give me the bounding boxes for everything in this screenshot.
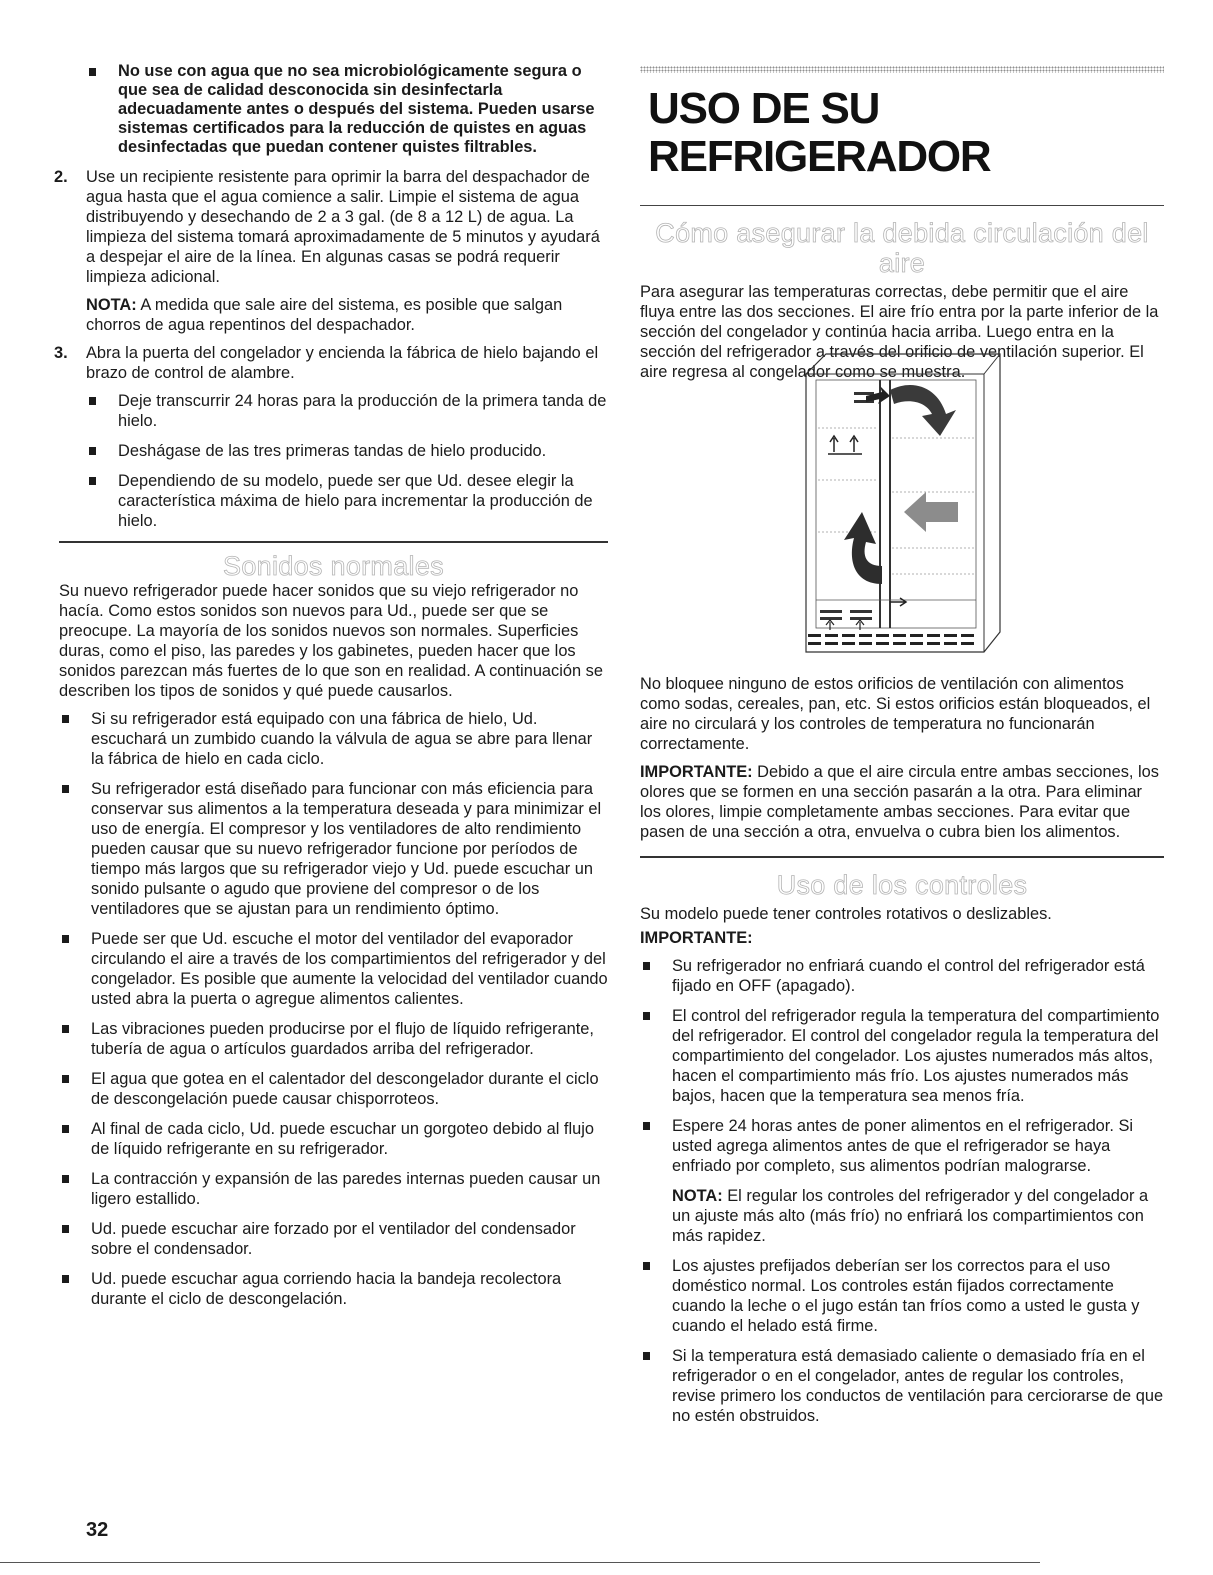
list-item: Puede ser que Ud. escuche el motor del ventilador del evaporador circulando el aire a través de los compartimientos del refrigerador y del congelador. Es posible que aumente la velocidad del ventilador cuando usted abra la puerta o agregue alimentos calientes. bbox=[59, 929, 608, 1009]
vent-block-warning: No bloquee ninguno de estos orificios de ventilación con alimentos como sodas, cereales, pan, etc. Si estos orificios están bloqueados, el aire no circulará y los controles de temperatura no funcionarán correctamente. bbox=[640, 675, 1151, 753]
note-label: NOTA: bbox=[672, 1187, 723, 1205]
step-2 bbox=[54, 167, 608, 335]
section-divider bbox=[640, 856, 1164, 858]
controls-note bbox=[640, 1186, 1164, 1246]
important-label: IMPORTANTE: bbox=[640, 763, 753, 781]
left-column bbox=[54, 62, 608, 1319]
step-2-text: Use un recipiente resistente para oprimir la barra del despachador de agua hasta que el agua comience a salir. Limpie el sistema de agua distribuyendo y desechando de 2 a 3 gal. (de 8 a 12 L) de agua. La limpieza del sistema tomará aproximadamente de 5 minutos y ayudará a despejar el aire de la línea. En algunas casas se podrá requerir limpieza adicional. bbox=[86, 168, 600, 286]
important-text: Debido a que el aire circula entre ambas secciones, los olores que se formen en una sección pasarán a la otra. Para eliminar los olores, limpie completamente ambas secciones. Para evitar que pasen de una sección a otra, envuelva o cubra bien los alimentos. bbox=[640, 763, 1159, 841]
page-title: USO DE SU REFRIGERADOR bbox=[648, 84, 991, 181]
section-divider bbox=[640, 205, 1164, 206]
step-3 bbox=[54, 343, 608, 531]
list-item: El control del refrigerador regula la temperatura del compartimiento del refrigerador. El control del congelador regula la temperatura del compartimiento del congelador. Los ajustes numerados más altos, hacen el compartimiento más frío. Los ajustes numerados más bajos, hacen que la temperatura sea menos fría. bbox=[640, 1006, 1164, 1106]
list-item: La contracción y expansión de las paredes internas pueden causar un ligero estallido. bbox=[59, 1169, 608, 1209]
list-item: Los ajustes prefijados deberían ser los correctos para el uso doméstico normal. Los controles están fijados correctamente cuando la leche o el jugo están tan fríos como a usted le gusta y cuando el helado está firme. bbox=[640, 1256, 1164, 1336]
note-label: NOTA: bbox=[86, 296, 137, 314]
sounds-heading: Sonidos normales bbox=[223, 551, 444, 581]
list-item: Al final de cada ciclo, Ud. puede escuchar un gorgoteo debido al flujo de líquido refrigerante en su refrigerador. bbox=[59, 1119, 608, 1159]
list-item: El agua que gotea en el calentador del descongelador durante el ciclo de descongelación puede causar chisporroteos. bbox=[59, 1069, 608, 1109]
list-item: Ud. puede escuchar agua corriendo hacia la bandeja recolectora durante el ciclo de descongelación. bbox=[59, 1269, 608, 1309]
list-item: Si la temperatura está demasiado caliente o demasiado fría en el refrigerador o en el congelador, antes de regular los controles, revise primero los conductos de ventilación para cerciorarse de que no estén obstruidos. bbox=[640, 1346, 1164, 1426]
air-circulation-diagram bbox=[804, 352, 1004, 662]
list-item: Ud. puede escuchar aire forzado por el ventilador del condensador sobre el condensador. bbox=[59, 1219, 608, 1259]
list-item: Deshágase de las tres primeras tandas de hielo producido. bbox=[86, 441, 608, 461]
list-item: Su refrigerador no enfriará cuando el control del refrigerador está fijado en OFF (apagado). bbox=[640, 956, 1164, 996]
list-item: Deje transcurrir 24 horas para la producción de la primera tanda de hielo. bbox=[86, 391, 608, 431]
list-item: Las vibraciones pueden producirse por el flujo de líquido refrigerante, tubería de agua o artículos guardados arriba del refrigerador. bbox=[59, 1019, 608, 1059]
step-3-text: Abra la puerta del congelador y encienda la fábrica de hielo bajando el brazo de control de alambre. bbox=[86, 344, 599, 382]
list-item: Su refrigerador está diseñado para funcionar con más eficiencia para conservar sus alimentos a la temperatura deseada y para minimizar el uso de energía. El compresor y los ventiladores de alto rendimiento pueden causar que su nuevo refrigerador funcione por períodos de tiempo más largos que su refrigerador viejo y Ud. puede escuchar un sonido pulsante o agudo que proviene del compresor o de los ventiladores que se ajustan para un rendimiento óptimo. bbox=[59, 779, 608, 919]
footer-rule bbox=[0, 1562, 1040, 1563]
odor-important bbox=[640, 762, 1164, 842]
right-column bbox=[640, 66, 1164, 390]
note-text: A medida que sale aire del sistema, es posible que salgan chorros de agua repentinos del despachador. bbox=[86, 296, 563, 334]
list-item: Si su refrigerador está equipado con una fábrica de hielo, Ud. escuchará un zumbido cuando la válvula de agua se abre para llenar la fábrica de hielo en cada ciclo. bbox=[59, 709, 608, 769]
water-safety-warning: No use con agua que no sea microbiológicamente segura o que sea de calidad desconocida sin desinfectarla adecuadamente antes o después del sistema. Pueden usarse sistemas certificados para la reducción de quistes en aguas desinfectadas que puedan contener quistes filtrables. bbox=[86, 62, 608, 157]
list-item: Dependiendo de su modelo, puede ser que Ud. desee elegir la característica máxima de hielo para incrementar la producción de hielo. bbox=[86, 471, 608, 531]
sounds-list bbox=[59, 709, 608, 1309]
right-column-lower bbox=[640, 674, 1164, 1436]
controls-important: IMPORTANTE: bbox=[640, 929, 753, 947]
section-divider bbox=[59, 541, 608, 543]
step-3-number: 3. bbox=[54, 344, 68, 362]
step-2-note bbox=[86, 295, 608, 335]
list-item: Espere 24 horas antes de poner alimentos en el refrigerador. Si usted agrega alimentos antes de que el refrigerador se haya enfriado por completo, sus alimentos podrían malograrse. bbox=[640, 1116, 1164, 1176]
air-circulation-heading: Cómo asegurar la debida circulación del aire bbox=[655, 218, 1149, 278]
note-text: El regular los controles del refrigerador y del congelador a un ajuste más alto (más frío) no enfriará los compartimientos con más rapidez. bbox=[672, 1187, 1149, 1245]
controls-heading: Uso de los controles bbox=[776, 870, 1028, 900]
sounds-intro: Su nuevo refrigerador puede hacer sonidos que su viejo refrigerador no hacía. Como estos sonidos son nuevos para Ud., puede ser que se preocupe. La mayoría de los sonidos nuevos son normales. Superficies duras, como el piso, las paredes y los gabinetes, pueden hacer que los sonidos parezcan más fuertes de lo que son en realidad. A continuación se describen los tipos de sonidos y qué puede causarlos. bbox=[59, 582, 603, 700]
title-dotted-band bbox=[640, 66, 1164, 73]
controls-intro: Su modelo puede tener controles rotativos o deslizables. bbox=[640, 905, 1052, 923]
step-2-number: 2. bbox=[54, 168, 68, 186]
page-number: 32 bbox=[86, 1519, 109, 1541]
air-intro: Para asegurar las temperaturas correctas, debe permitir que el aire fluya entre las dos secciones. El aire frío entra por la parte inferior de la sección del congelador y continúa hacia arriba. Luego entra en la sección del refrigerador a través del orificio de ventilación superior. El aire regresa al congelador como se muestra. bbox=[640, 283, 1159, 381]
